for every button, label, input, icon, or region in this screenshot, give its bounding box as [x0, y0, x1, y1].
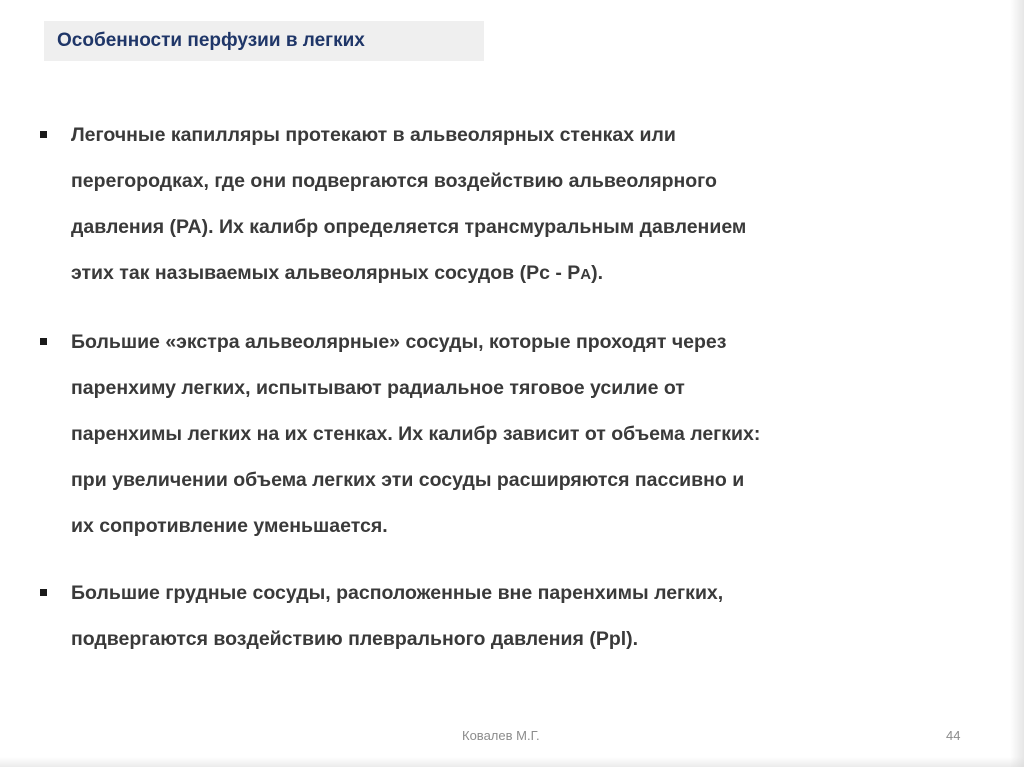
- bullet-1-line-1: Легочные капилляры протекают в альвеолярных стенках или: [71, 124, 676, 146]
- bullet-1-line-4-end: ).: [591, 262, 604, 284]
- bullet-item-3: [40, 570, 1000, 662]
- bullet-item-1: [40, 112, 1000, 298]
- slide-title: Особенности перфузии в легких: [57, 30, 365, 51]
- bullet-2-line-2: паренхиму легких, испытывают радиальное тяговое усилие от: [71, 377, 685, 399]
- bullet-3-line-2: подвергаются воздействию плеврального давления (Ppl).: [71, 628, 639, 650]
- bullet-1-line-2: перегородках, где они подвергаются воздействию альвеолярного: [71, 170, 717, 192]
- footer-author: Ковалев М.Г.: [462, 728, 540, 743]
- square-bullet-icon: [40, 131, 47, 138]
- bullet-1-line-4-text: этих так называемых альвеолярных сосудов (Pc - P: [71, 262, 581, 284]
- page-edge-shadow-bottom: [0, 757, 1024, 767]
- bullet-2-line-1: Большие «экстра альвеолярные» сосуды, которые проходят через: [71, 331, 727, 353]
- title-box: [44, 21, 484, 61]
- bullet-3-line-1: Большие грудные сосуды, расположенные вне паренхимы легких,: [71, 582, 724, 604]
- page-edge-shadow: [1010, 0, 1024, 767]
- bullet-list: [40, 112, 1000, 662]
- bullet-2-line-4: при увеличении объема легких эти сосуды расширяются пассивно и: [71, 469, 745, 491]
- square-bullet-icon: [40, 338, 47, 345]
- square-bullet-icon: [40, 589, 47, 596]
- bullet-2-line-5: их сопротивление уменьшается.: [71, 515, 388, 537]
- bullet-1-line-3: давления (PA). Их калибр определяется трансмуральным давлением: [71, 216, 747, 238]
- bullet-item-2: [40, 319, 1000, 549]
- bullet-1-line-4-subscript: A: [580, 266, 592, 283]
- page-number: 44: [946, 728, 961, 743]
- bullet-1-line-4: [71, 250, 1000, 298]
- bullet-2-line-3: паренхимы легких на их стенках. Их калибр зависит от объема легких:: [71, 423, 761, 445]
